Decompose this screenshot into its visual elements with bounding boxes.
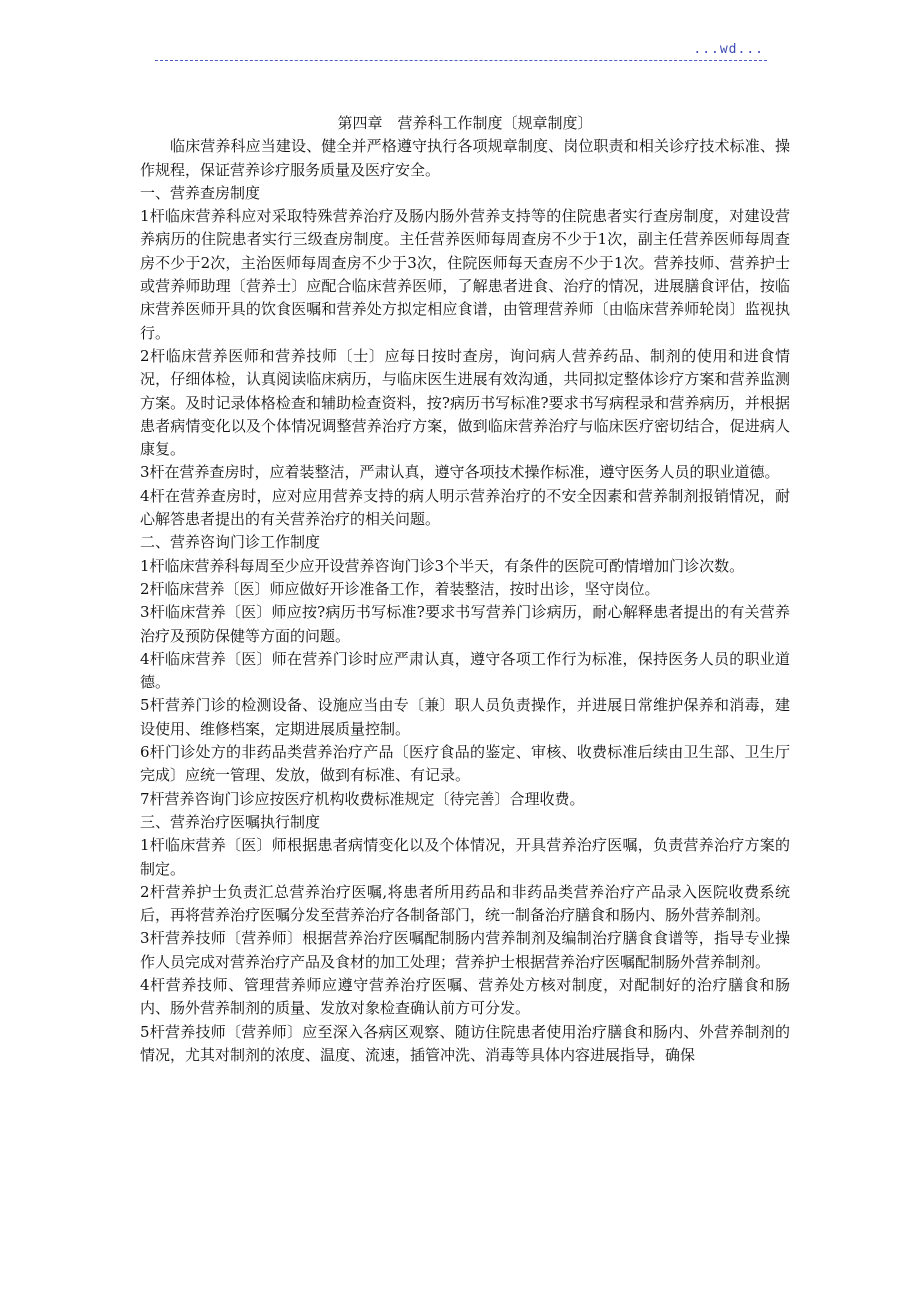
section-item: 1杆临床营养科每周至少应开设营养咨询门诊3个半天，有条件的医院可酌情增加门诊次数。 (140, 556, 745, 575)
section-clinic (140, 531, 790, 811)
section-item: 7杆营养咨询门诊应按医疗机构收费标准规定〔待完善〕合理收费。 (140, 789, 585, 808)
section-item: 5杆营养技师〔营养师〕应至深入各病区观察、随访住院患者使用治疗膳食和肠内、外营养制剂的情况，尤其对制剂的浓度、温度、流速，插管冲洗、消毒等具体内容进展指导，确保 (140, 1022, 790, 1064)
intro-paragraph: 临床营养科应当建设、健全并严格遵守执行各项规章制度、岗位职责和相关诊疗技术标准、操作规程，保证营养诊疗服务质量及医疗安全。 (140, 137, 790, 179)
section-heading: 二、营养咨询门诊工作制度 (140, 533, 321, 552)
section-item: 1杆临床营养〔医〕师根据患者病情变化以及个体情况，开具营养治疗医嘱，负责营养治疗方案的制定。 (140, 836, 790, 878)
section-orders (140, 811, 790, 1067)
section-item: 2杆临床营养〔医〕师应做好开诊准备工作，着装整洁，按时出诊，坚守岗位。 (140, 579, 660, 598)
header-mark: ...wd... (693, 42, 764, 57)
document-body (140, 112, 790, 1067)
section-item: 4杆在营养查房时，应对应用营养支持的病人明示营养治疗的不安全因素和营养制剂报销情况，耐心解答患者提出的有关营养治疗的相关问题。 (140, 486, 790, 529)
section-item: 6杆门诊处方的非药品类营养治疗产品〔医疗食品的鉴定、审核、收费标准后续由卫生部、卫生厅完成〕应统一管理、发放，做到有标准、有记录。 (140, 743, 790, 785)
section-item: 4杆临床营养〔医〕师在营养门诊时应严肃认真，遵守各项工作行为标准，保持医务人员的职业道德。 (140, 649, 790, 692)
section-rounds (140, 182, 790, 531)
section-item: 2杆营养护士负责汇总营养治疗医嘱,将患者所用药品和非药品类营养治疗产品录入医院收费系统后，再将营养治疗医嘱分发至营养治疗各制备部门，统一制备治疗膳食和肠内、肠外营养制剂。 (140, 882, 790, 925)
section-item: 1杆临床营养科应对采取特殊营养治疗及肠内肠外营养支持等的住院患者实行查房制度，对建设营养病历的住院患者实行三级查房制度。主任营养医师每周查房不少于1次，副主任营养医师每周查房不少于2次，主治医师每周查房不少于3次，住院医师每天查房不少于1次。营养技师、营养护士或营养师助理〔营养士〕应配合临床营养医师，了解患者进食、治疗的情况，进展膳食评估，按临床营养医师开具的饮食医嘱和营养处方拟定相应食谱，由管理营养师〔由临床营养师轮岗〕监视执行。 (140, 207, 790, 342)
header-dashed-rule (155, 60, 767, 61)
section-item: 2杆临床营养医师和营养技师〔士〕应每日按时查房，询问病人营养药品、制剂的使用和进食情况，仔细体检，认真阅读临床病历，与临床医生进展有效沟通，共同拟定整体诊疗方案和营养监测方案。及时记录体格检查和辅助检查资料，按?病历书写标准?要求书写病程录和营养病历，并根据患者病情变化以及个体情况调整营养治疗方案，做到临床营养治疗与临床医疗密切结合，促进病人康复。 (140, 346, 790, 459)
section-item: 3杆营养技师〔营养师〕根据营养治疗医嘱配制肠内营养制剂及编制治疗膳食食谱等，指导专业操作人员完成对营养治疗产品及食材的加工处理；营养护士根据营养治疗医嘱配制肠外营养制剂。 (140, 929, 790, 971)
section-item: 3杆临床营养〔医〕师应按?病历书写标准?要求书写营养门诊病历，耐心解释患者提出的有关营养治疗及预防保健等方面的问题。 (140, 603, 790, 645)
section-item: 3杆在营养查房时，应着装整洁，严肃认真，遵守各项技术操作标准，遵守医务人员的职业道德。 (140, 463, 780, 482)
section-heading: 一、营养查房制度 (140, 183, 261, 202)
section-item: 4杆营养技师、管理营养师应遵守营养治疗医嘱、营养处方核对制度，对配制好的治疗膳食和肠内、肠外营养制剂的质量、发放对象检查确认前方可分发。 (140, 975, 790, 1018)
section-heading: 三、营养治疗医嘱执行制度 (140, 812, 321, 831)
chapter-title: 第四章 营养科工作制度〔规章制度〕 (337, 114, 593, 132)
section-item: 5杆营养门诊的检测设备、设施应当由专〔兼〕职人员负责操作，并进展日常维护保养和消毒，建设使用、维修档案，定期进展质量控制。 (140, 696, 790, 738)
